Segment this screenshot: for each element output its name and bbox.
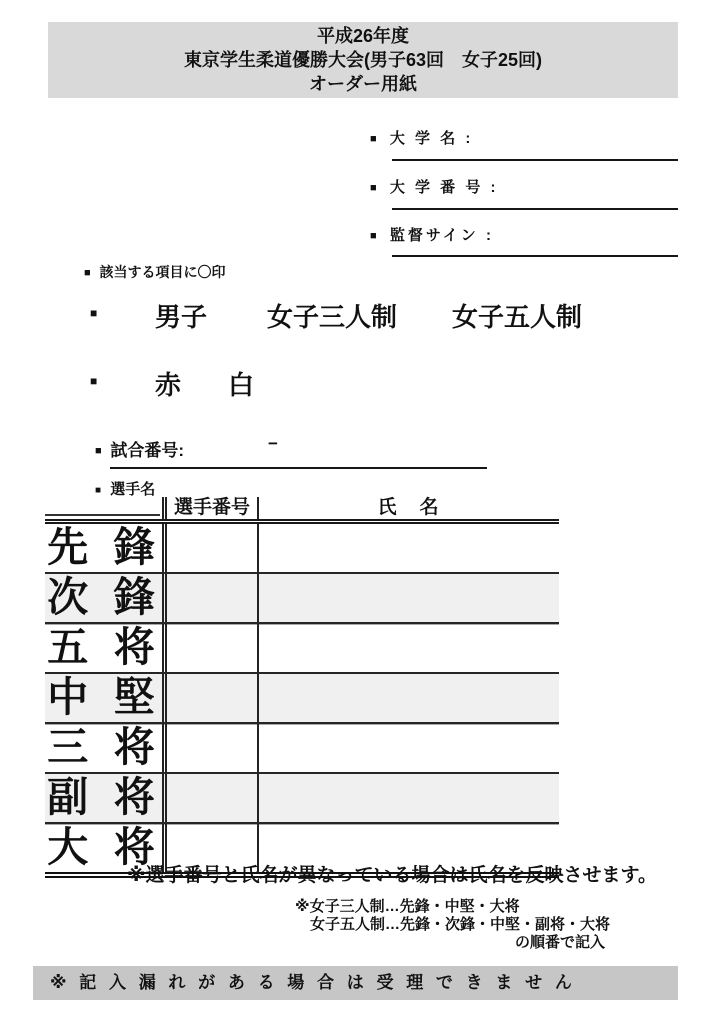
note-order-suffix: の順番で記入	[515, 934, 606, 951]
circle-instruction-label: 該当する項目に〇印	[99, 264, 226, 280]
player-name-cell[interactable]	[257, 624, 559, 672]
header-player-number: 選手番号	[162, 497, 257, 519]
field-coach-sign	[370, 224, 494, 245]
title-line-sheet: オーダー用紙	[309, 74, 417, 94]
position-label: 先 鋒	[47, 524, 162, 570]
table-row-gosho	[45, 624, 559, 674]
match-number-label: 試合番号:	[110, 441, 185, 460]
option-red[interactable]: 赤	[155, 370, 182, 400]
player-name-cell[interactable]	[257, 524, 559, 572]
field-university-number	[370, 176, 499, 197]
position-label: 副 将	[47, 774, 162, 820]
option-white[interactable]: 白	[228, 370, 255, 400]
bullet-square-icon: ■	[84, 267, 91, 279]
field-university-name	[370, 127, 473, 148]
player-name-cell[interactable]	[257, 574, 559, 622]
bullet-square-icon: ■	[90, 374, 98, 388]
position-label: 中 堅	[47, 674, 162, 720]
player-number-cell[interactable]	[162, 624, 257, 672]
header-position-cell	[45, 497, 162, 519]
circle-instruction	[84, 262, 226, 282]
option-womens-5[interactable]: 女子五人制	[452, 302, 583, 332]
players-table	[45, 497, 559, 878]
table-row-senpo	[45, 524, 559, 574]
match-number-field	[95, 436, 184, 461]
position-label: 次 鋒	[47, 574, 162, 620]
university-name-label: 大 学 名 :	[389, 130, 474, 147]
table-row-chuken	[45, 674, 559, 724]
note-womens5-order: 女子五人制…先鋒・次鋒・中堅・副将・大将	[310, 916, 611, 933]
bullet-square-icon: ■	[90, 306, 98, 320]
player-number-cell[interactable]	[162, 574, 257, 622]
match-number-separator: −	[268, 434, 278, 453]
bullet-square-icon: ■	[370, 182, 377, 194]
player-number-cell[interactable]	[162, 674, 257, 722]
table-row-fukusho	[45, 774, 559, 824]
players-label-text: 選手名	[110, 481, 156, 498]
table-row-jiho	[45, 574, 559, 624]
university-name-input-line[interactable]	[392, 159, 678, 161]
university-number-input-line[interactable]	[392, 208, 678, 210]
bullet-square-icon: ■	[95, 445, 102, 457]
title-line-tournament: 東京学生柔道優勝大会(男子63回 女子25回)	[183, 50, 543, 70]
player-name-cell[interactable]	[257, 774, 559, 822]
bullet-square-icon: ■	[95, 485, 102, 496]
bullet-square-icon: ■	[370, 133, 377, 145]
option-womens-3[interactable]: 女子三人制	[267, 302, 398, 332]
form-title-box	[48, 22, 678, 98]
title-line-year: 平成26年度	[316, 26, 410, 46]
footer-warning-bar: ※ 記 入 漏 れ が あ る 場 合 は 受 理 で き ま せ ん	[33, 966, 678, 1000]
players-table-header	[45, 497, 559, 524]
position-label: 大 将	[47, 824, 162, 870]
coach-sign-label: 監督サイン :	[389, 227, 494, 244]
position-label: 三 将	[47, 724, 162, 770]
player-name-cell[interactable]	[257, 724, 559, 772]
option-mens[interactable]: 男子	[155, 302, 208, 332]
note-number-name-mismatch: ※選手番号と氏名が異なっている場合は氏名を反映させます。	[127, 865, 657, 886]
players-section-label	[95, 478, 155, 499]
note-womens3-order: ※女子三人制…先鋒・中堅・大将	[295, 898, 520, 915]
position-label: 五 将	[47, 624, 162, 670]
university-number-label: 大 学 番 号 :	[389, 179, 499, 196]
header-player-name: 氏 名	[257, 497, 559, 519]
bullet-square-icon: ■	[370, 230, 377, 242]
table-row-sansho	[45, 724, 559, 774]
coach-sign-input-line[interactable]	[392, 255, 678, 257]
player-number-cell[interactable]	[162, 774, 257, 822]
player-number-cell[interactable]	[162, 724, 257, 772]
player-number-cell[interactable]	[162, 524, 257, 572]
player-name-cell[interactable]	[257, 674, 559, 722]
match-number-input-line[interactable]	[110, 467, 487, 469]
